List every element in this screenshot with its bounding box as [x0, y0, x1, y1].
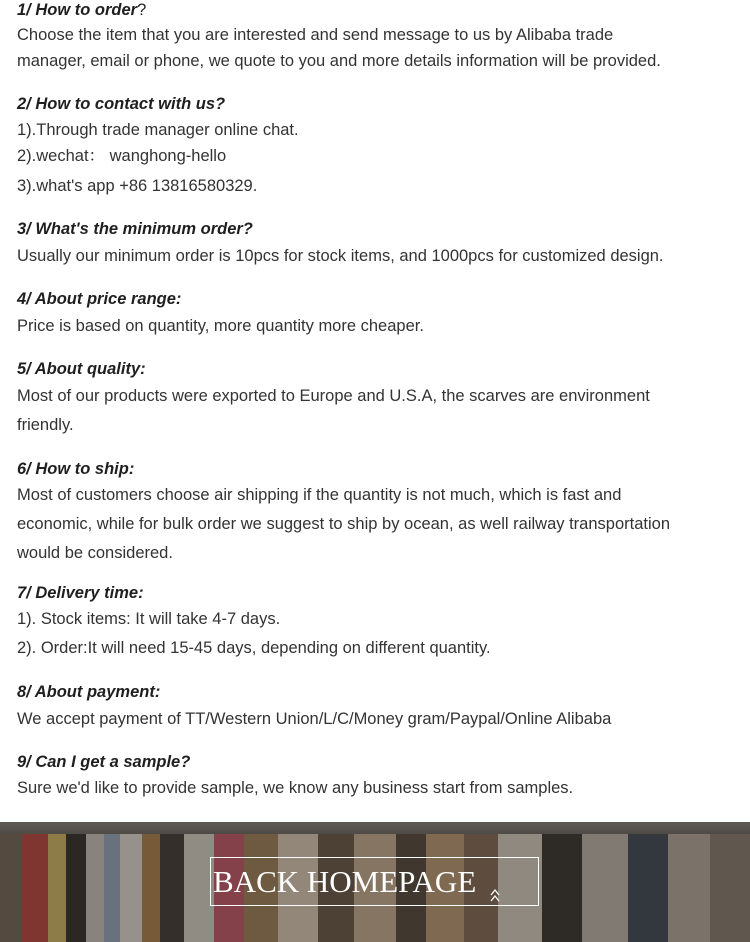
faq-answer-2-line-1: 1).Through trade manager online chat.: [17, 121, 299, 139]
faq-question-9: 9/ Can I get a sample?: [17, 753, 191, 771]
faq-answer-3-line-1: Usually our minimum order is 10pcs for stock items, and 1000pcs for customized design.: [17, 247, 664, 265]
faq-answer-1-line-2: manager, email or phone, we quote to you and more details information will be provided.: [17, 52, 661, 70]
faq-question-7: 7/ Delivery time:: [17, 584, 144, 602]
faq-question-1: 1/ How to order?: [17, 1, 147, 19]
faq-answer-2-line-3: 3).what's app +86 13816580329.: [17, 177, 258, 195]
back-homepage-label: BACK HOMEPAGE: [213, 864, 477, 899]
faq-question-4: 4/ About price range:: [17, 290, 182, 308]
faq-answer-8-line-1: We accept payment of TT/Western Union/L/C/Money gram/Paypal/Online Alibaba: [17, 710, 612, 728]
faq-answer-6-line-2: economic, while for bulk order we suggest to ship by ocean, as well railway transportation: [17, 515, 670, 533]
faq-answer-6-line-1: Most of customers choose air shipping if the quantity is not much, which is fast and: [17, 486, 622, 504]
faq-question-2: 2/ How to contact with us?: [17, 95, 226, 113]
faq-question-5: 5/ About quality:: [17, 360, 146, 378]
faq-question-8: 8/ About payment:: [17, 683, 161, 701]
faq-answer-7-line-1: 1). Stock items: It will take 4-7 days.: [17, 610, 281, 628]
double-chevron-up-icon: [488, 872, 502, 892]
faq-answer-9-line-1: Sure we'd like to provide sample, we know any business start from samples.: [17, 779, 574, 797]
faq-question-6: 6/ How to ship:: [17, 460, 135, 478]
faq-answer-7-line-2: 2). Order:It will need 15-45 days, depending on different quantity.: [17, 639, 491, 657]
faq-answer-5-line-1: Most of our products were exported to Europe and U.S.A, the scarves are environment: [17, 387, 650, 405]
faq-question-3: 3/ What's the minimum order?: [17, 220, 253, 238]
faq-answer-2-line-2: 2).wechat： wanghong-hello: [17, 147, 227, 165]
faq-answer-6-line-3: would be considered.: [17, 544, 173, 562]
faq-answer-4-line-1: Price is based on quantity, more quantity more cheaper.: [17, 317, 424, 335]
back-homepage-button[interactable]: [210, 857, 539, 906]
faq-answer-1-line-1: Choose the item that you are interested and send message to us by Alibaba trade: [17, 26, 614, 44]
faq-answer-5-line-2: friendly.: [17, 416, 74, 434]
